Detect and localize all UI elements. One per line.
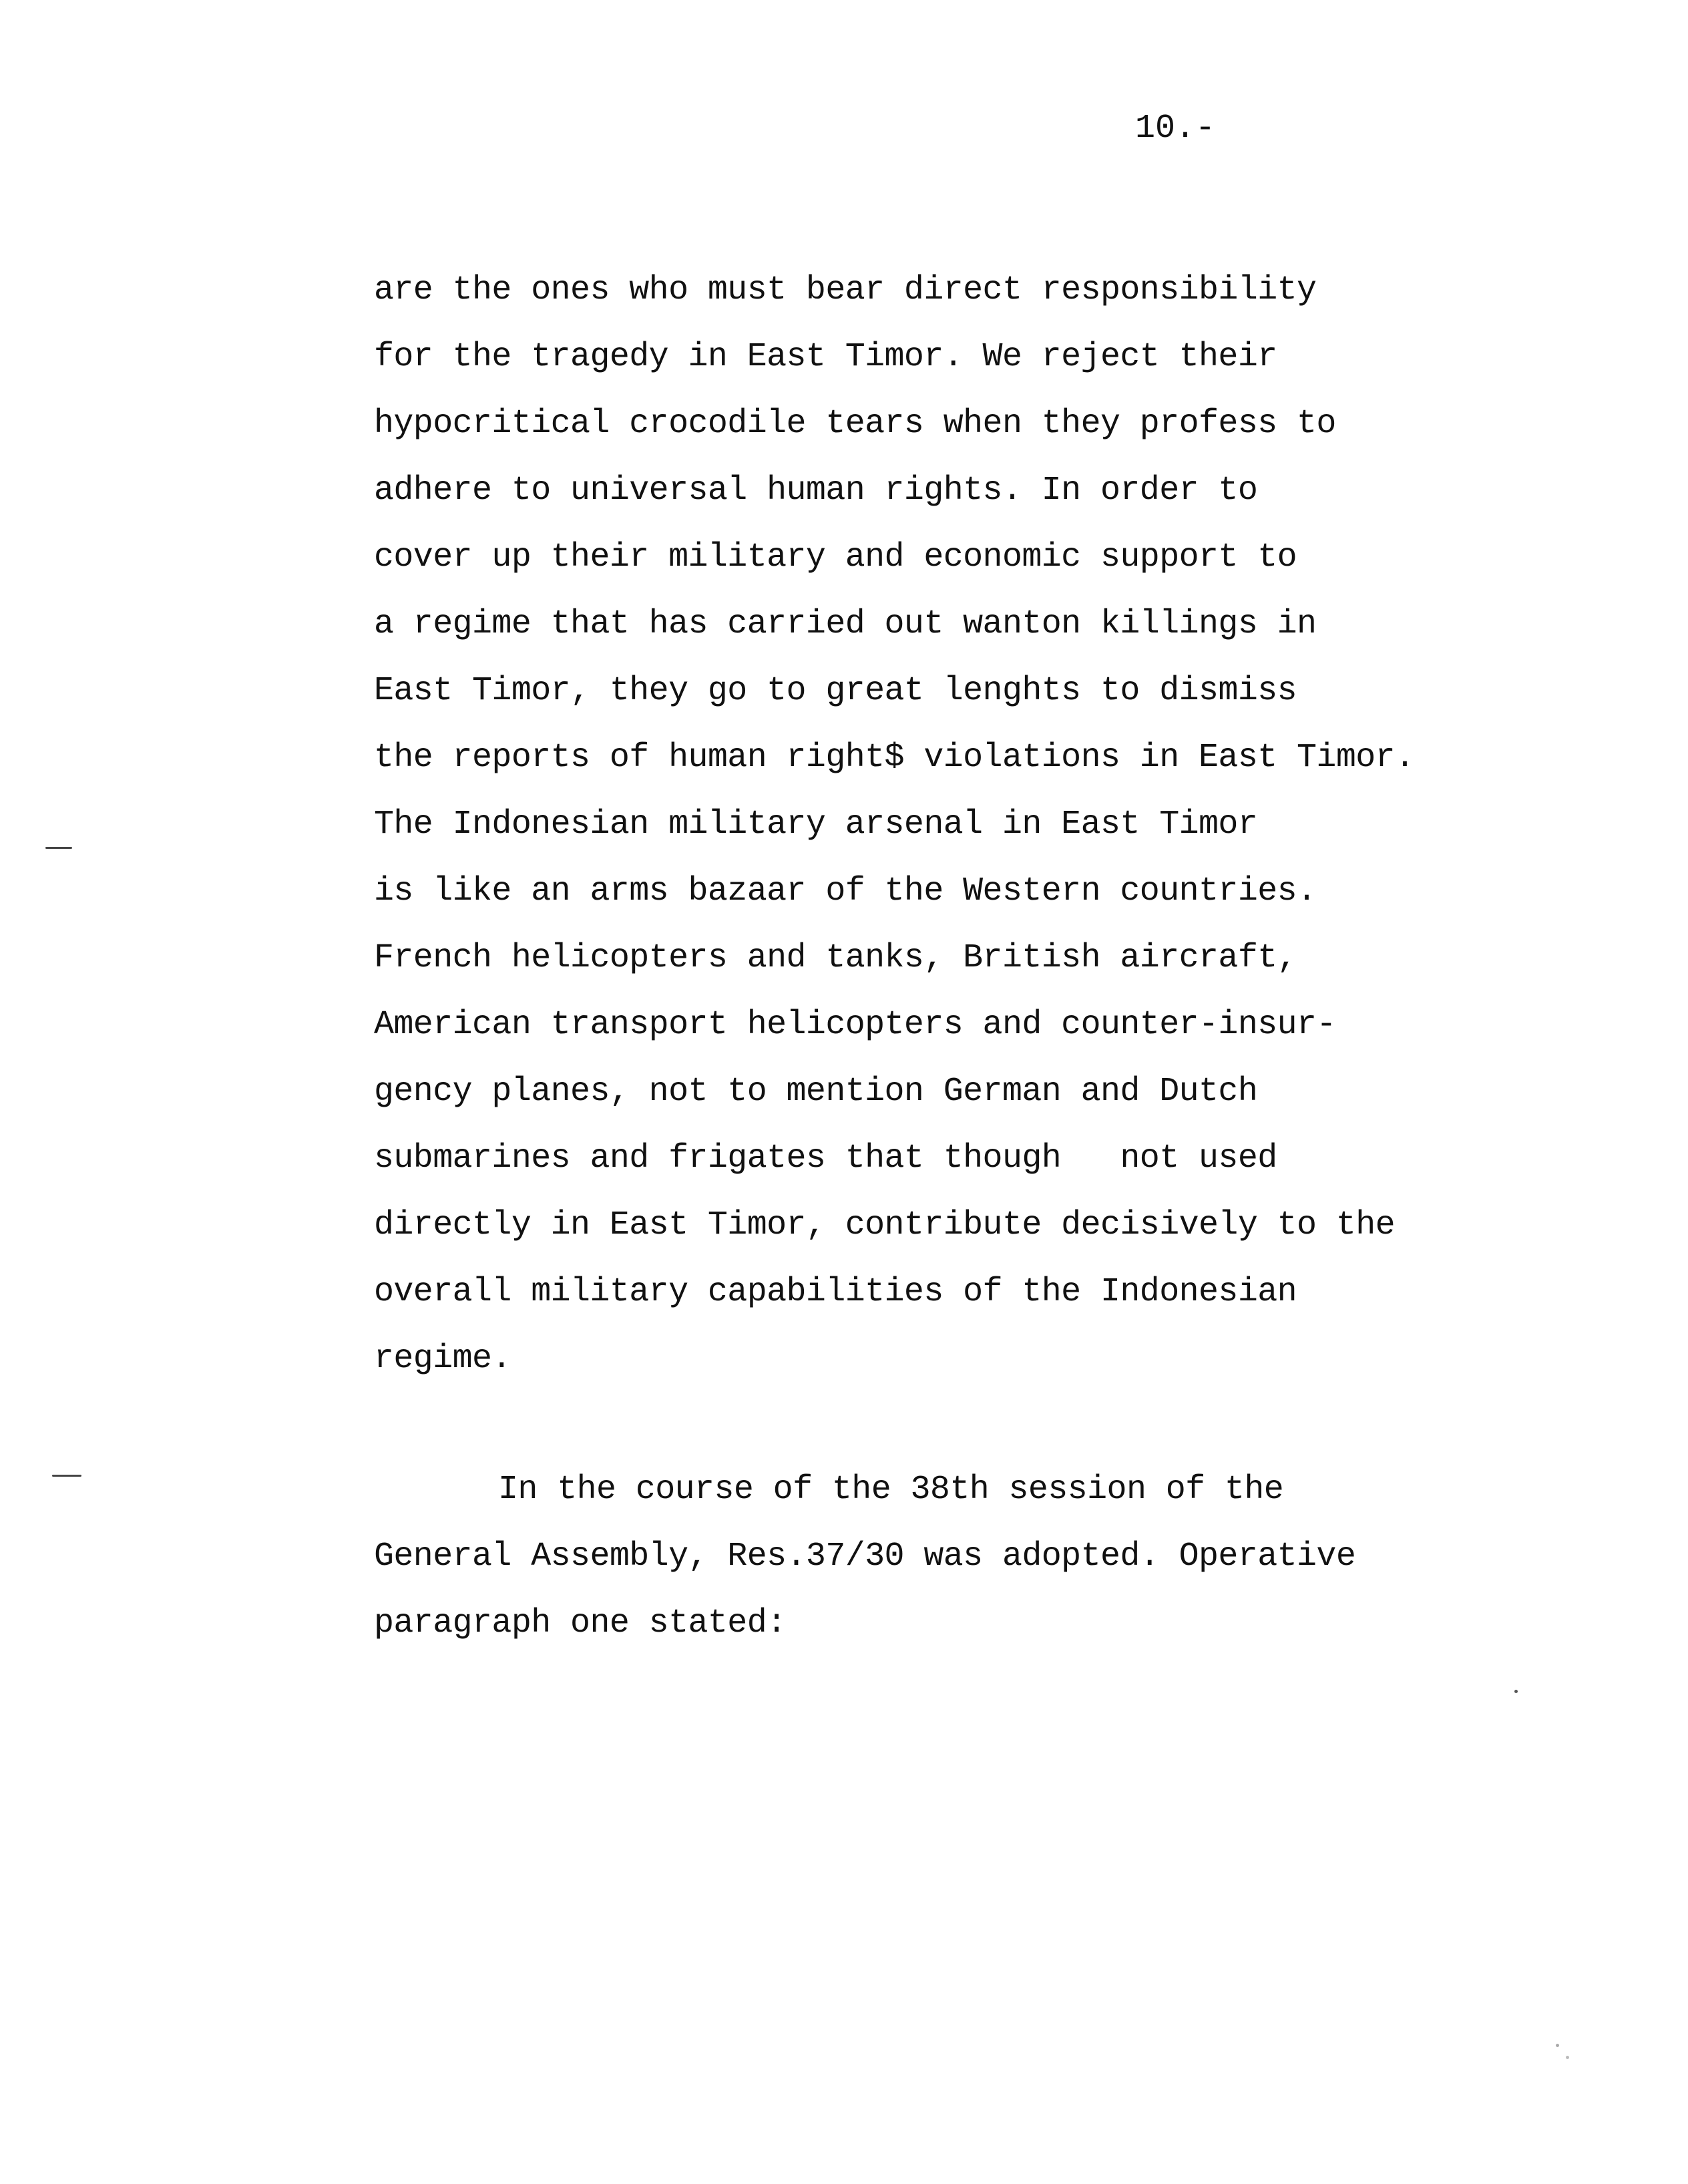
text-line: the reports of human right$ violations in East Timor. — [374, 739, 1415, 777]
text-line: adhere to universal human rights. In order to — [374, 472, 1258, 510]
body-paragraph-1 — [374, 267, 1509, 1403]
text-line: is like an arms bazaar of the Western countries. — [374, 872, 1317, 910]
text-line: In the course of the 38th session of the — [498, 1471, 1284, 1509]
text-line: a regime that has carried out wanton killings in — [374, 605, 1317, 643]
text-line: submarines and frigates that though not used — [374, 1139, 1277, 1177]
scan-speck — [1566, 2056, 1569, 2059]
text-line: for the tragedy in East Timor. We reject their — [374, 338, 1277, 376]
text-line: paragraph one stated: — [374, 1604, 787, 1642]
text-line: gency planes, not to mention German and Dutch — [374, 1073, 1258, 1111]
scan-speck — [1514, 1690, 1518, 1693]
margin-mark — [52, 1475, 81, 1477]
text-line: directly in East Timor, contribute decisively to the — [374, 1206, 1396, 1244]
body-paragraph-2 — [374, 1467, 1509, 1667]
text-line: overall military capabilities of the Indonesian — [374, 1273, 1297, 1311]
text-line: cover up their military and economic support to — [374, 538, 1297, 576]
scan-speck — [1556, 2044, 1559, 2047]
text-line: hypocritical crocodile tears when they profess to — [374, 405, 1336, 443]
text-line: regime. — [374, 1340, 511, 1378]
text-line: are the ones who must bear direct responsibility — [374, 271, 1317, 309]
page-number: 10.- — [1135, 110, 1216, 148]
text-line: The Indonesian military arsenal in East Timor — [374, 805, 1258, 844]
text-line: French helicopters and tanks, British aircraft, — [374, 939, 1297, 977]
text-line: American transport helicopters and counter-insur- — [374, 1006, 1336, 1044]
margin-mark — [45, 847, 72, 849]
text-line: General Assembly, Res.37/30 was adopted. Operative — [374, 1537, 1356, 1576]
text-line: East Timor, they go to great lenghts to dismiss — [374, 672, 1297, 710]
